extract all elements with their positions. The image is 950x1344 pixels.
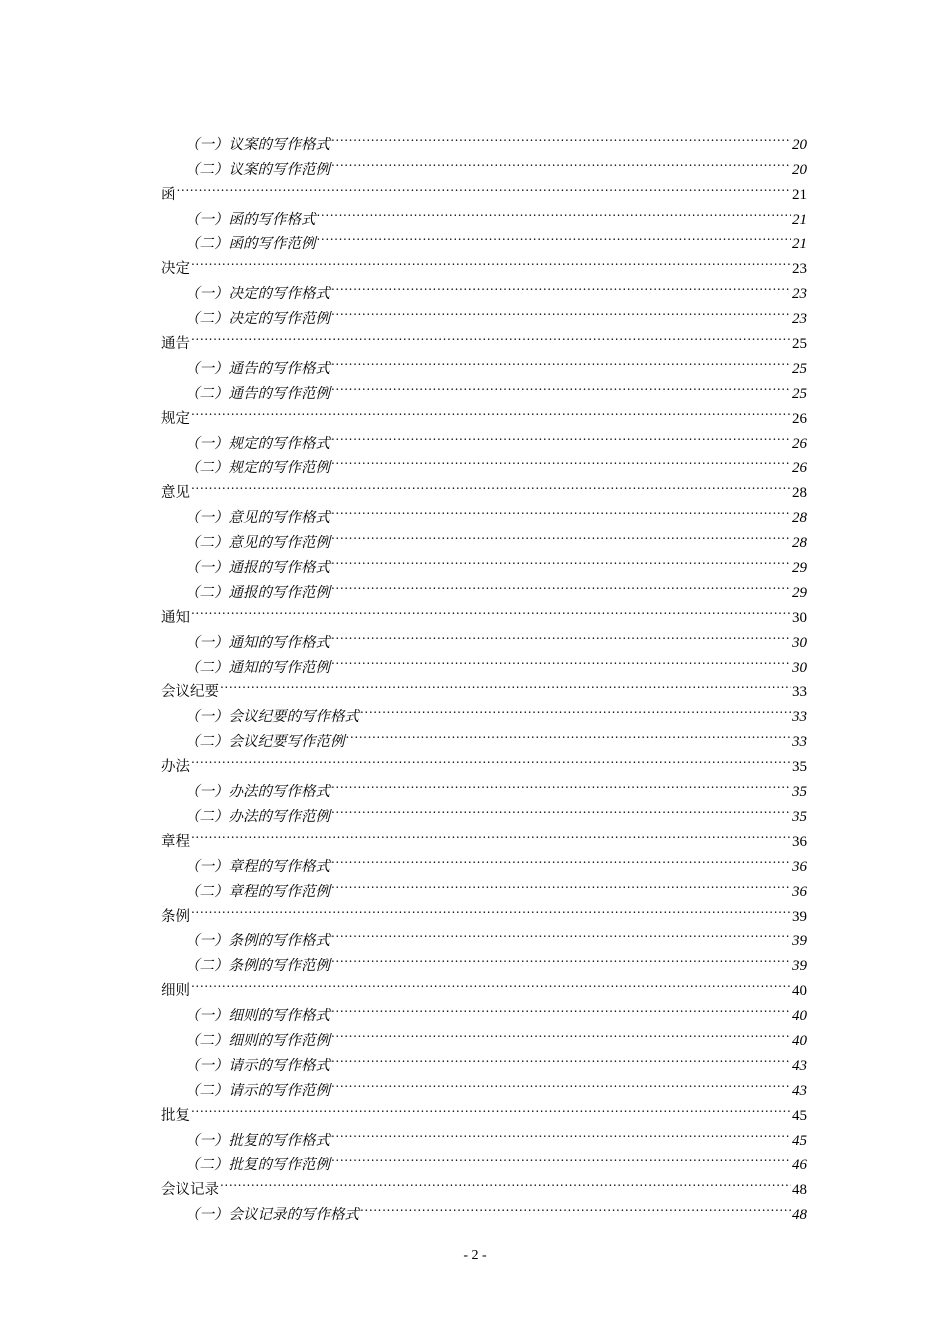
toc-page-number: 30 [792,634,807,651]
toc-page-number: 30 [792,659,807,676]
dot-leader [330,547,791,572]
toc-page-number: 33 [792,734,807,751]
dot-leader [190,746,791,771]
toc-entry-label: （二）章程的写作范例 [185,883,330,900]
toc-entry-label: （一）议案的写作格式 [185,136,330,153]
dot-leader [176,174,792,199]
toc-page-number: 39 [792,958,807,975]
toc-subentry[interactable] [161,1194,807,1224]
dot-leader [330,1120,791,1145]
dot-leader [330,622,791,647]
dot-leader [330,124,791,149]
toc-entry[interactable] [161,174,807,203]
toc-entry-label: （二）函的写作范例 [185,236,316,253]
toc-page-number: 25 [792,336,807,353]
toc-entry-label: （一）函的写作格式 [185,211,316,228]
dot-leader [359,1194,791,1219]
dot-leader [316,224,792,249]
toc-subentry[interactable] [161,846,807,875]
toc-page-number: 36 [792,883,807,900]
dot-leader [190,970,791,995]
toc-entry[interactable] [161,248,807,278]
toc-page-number: 33 [792,709,807,726]
dot-leader [190,896,791,921]
toc-page-number: 46 [792,1157,807,1174]
toc-entry[interactable] [161,970,807,1000]
toc-page-number: 23 [792,311,807,328]
toc-entry-label: 规定 [161,410,190,427]
toc-entry-label: （二）条例的写作范例 [185,958,330,975]
toc-entry-label: （二）意见的写作范例 [185,535,330,552]
toc-entry-label: （二）会议纪要写作范例 [185,734,345,751]
toc-page-number: 40 [792,1032,807,1049]
table-of-contents [161,124,807,1224]
toc-page-number: 21 [792,186,807,203]
toc-entry-label: 批复 [161,1107,190,1124]
toc-entry-label: 通知 [161,609,190,626]
toc-page-number: 20 [792,161,807,178]
toc-entry-label: 会议纪要 [161,684,219,701]
dot-leader [330,1045,791,1070]
page-number-footer: - 2 - [463,1248,487,1263]
toc-subentry[interactable] [161,921,807,950]
dot-leader [190,323,791,348]
toc-page-number: 28 [792,485,807,502]
toc-entry[interactable] [161,597,807,626]
toc-entry-label: 办法 [161,759,190,776]
toc-page-number: 45 [792,1107,807,1124]
dot-leader [190,1095,791,1120]
toc-entry-label: （一）批复的写作格式 [185,1132,330,1149]
toc-page-number: 48 [792,1182,807,1199]
toc-page-number: 26 [792,435,807,452]
dot-leader [330,846,791,871]
toc-page-number: 36 [792,858,807,875]
toc-subentry[interactable] [161,995,807,1025]
toc-entry-label: （一）通知的写作格式 [185,634,330,651]
toc-entry-label: （二）通知的写作范例 [185,659,330,676]
toc-page-number: 48 [792,1207,807,1224]
dot-leader [219,1169,791,1194]
toc-entry-label: （二）通告的写作范例 [185,385,330,402]
toc-entry-label: （二）批复的写作范例 [185,1157,330,1174]
toc-entry-label: 意见 [161,485,190,502]
toc-page-number: 28 [792,535,807,552]
toc-entry-label: （一）条例的写作格式 [185,933,330,950]
toc-page-number: 25 [792,385,807,402]
toc-page-number: 23 [792,261,807,278]
toc-entry-label: （二）细则的写作范例 [185,1032,330,1049]
dot-leader [330,497,791,522]
toc-entry-label: （一）通报的写作格式 [185,560,330,577]
toc-page-number: 36 [792,833,807,850]
toc-entry-label: （一）章程的写作格式 [185,858,330,875]
toc-page-number: 33 [792,684,807,701]
toc-entry-label: （二）议案的写作范例 [185,161,330,178]
toc-entry[interactable] [161,746,807,776]
toc-page-number: 29 [792,560,807,577]
toc-entry-label: （一）会议记录的写作格式 [185,1207,359,1224]
dot-leader [330,572,791,597]
dot-leader [316,199,792,224]
toc-entry-label: 会议记录 [161,1182,219,1199]
toc-page-number: 30 [792,609,807,626]
toc-entry[interactable] [161,672,807,701]
dot-leader [330,647,791,672]
dot-leader [190,472,791,497]
dot-leader [190,821,791,846]
toc-page-number: 45 [792,1132,807,1149]
toc-entry-label: （一）请示的写作格式 [185,1057,330,1074]
dot-leader [330,373,791,398]
toc-entry-label: （一）会议纪要的写作格式 [185,709,359,726]
toc-page-number: 39 [792,933,807,950]
toc-page-number: 20 [792,136,807,153]
dot-leader [219,672,791,697]
toc-entry-label: （一）办法的写作格式 [185,784,330,801]
dot-leader [330,1020,791,1045]
toc-entry-label: 章程 [161,833,190,850]
toc-page-number: 39 [792,908,807,925]
toc-entry[interactable] [161,398,807,427]
dot-leader [330,522,791,547]
toc-page-number: 40 [792,1008,807,1025]
toc-page-number: 28 [792,510,807,527]
dot-leader [330,796,791,821]
toc-entry-label: （二）请示的写作范例 [185,1082,330,1099]
toc-entry-label: （一）细则的写作格式 [185,1008,330,1025]
toc-entry[interactable] [161,323,807,353]
toc-subentry[interactable] [161,124,807,153]
toc-page-number: 35 [792,808,807,825]
toc-entry-label: 决定 [161,261,190,278]
toc-page-number: 35 [792,784,807,801]
toc-page-number: 21 [792,236,807,253]
toc-page-number: 40 [792,983,807,1000]
dot-leader [330,348,791,373]
toc-entry-label: （二）决定的写作范例 [185,311,330,328]
dot-leader [330,1070,791,1095]
toc-page-number: 26 [792,410,807,427]
dot-leader [330,771,791,796]
toc-page-number: 43 [792,1057,807,1074]
toc-subentry[interactable] [161,622,807,651]
toc-page-number: 23 [792,286,807,303]
dot-leader [330,871,791,896]
dot-leader [330,448,791,473]
dot-leader [190,597,791,622]
dot-leader [330,945,791,970]
toc-entry-label: （一）规定的写作格式 [185,435,330,452]
dot-leader [190,248,791,273]
toc-entry-label: （二）办法的写作范例 [185,808,330,825]
toc-entry-label: 细则 [161,983,190,1000]
dot-leader [330,995,791,1020]
toc-page-number: 43 [792,1082,807,1099]
toc-page-number: 35 [792,759,807,776]
toc-subentry[interactable] [161,273,807,303]
toc-entry[interactable] [161,896,807,925]
toc-page-number: 25 [792,360,807,377]
toc-subentry[interactable] [161,199,807,228]
dot-leader [330,423,791,448]
toc-entry-label: （二）规定的写作范例 [185,460,330,477]
toc-subentry[interactable] [161,771,807,801]
dot-leader [359,696,791,721]
dot-leader [345,721,792,746]
toc-entry-label: 条例 [161,908,190,925]
toc-entry[interactable] [161,821,807,850]
dot-leader [330,921,791,946]
toc-entry[interactable] [161,472,807,502]
toc-entry-label: （一）意见的写作格式 [185,510,330,527]
toc-subentry[interactable] [161,348,807,377]
toc-entry[interactable] [161,1095,807,1124]
toc-subentry[interactable] [161,497,807,527]
toc-page-number: 29 [792,584,807,601]
toc-entry[interactable] [161,1169,807,1199]
toc-entry-label: （一）决定的写作格式 [185,286,330,303]
toc-entry-label: （一）通告的写作格式 [185,360,330,377]
toc-subentry[interactable] [161,1120,807,1149]
toc-subentry[interactable] [161,423,807,452]
dot-leader [190,398,791,423]
toc-entry-label: 函 [161,186,176,203]
toc-entry-label: 通告 [161,336,190,353]
toc-page-number: 26 [792,460,807,477]
toc-page-number: 21 [792,211,807,228]
dot-leader [330,273,791,298]
toc-entry-label: （二）通报的写作范例 [185,584,330,601]
toc-subentry[interactable] [161,696,807,726]
dot-leader [330,1145,791,1170]
dot-leader [330,149,791,174]
dot-leader [330,298,791,323]
